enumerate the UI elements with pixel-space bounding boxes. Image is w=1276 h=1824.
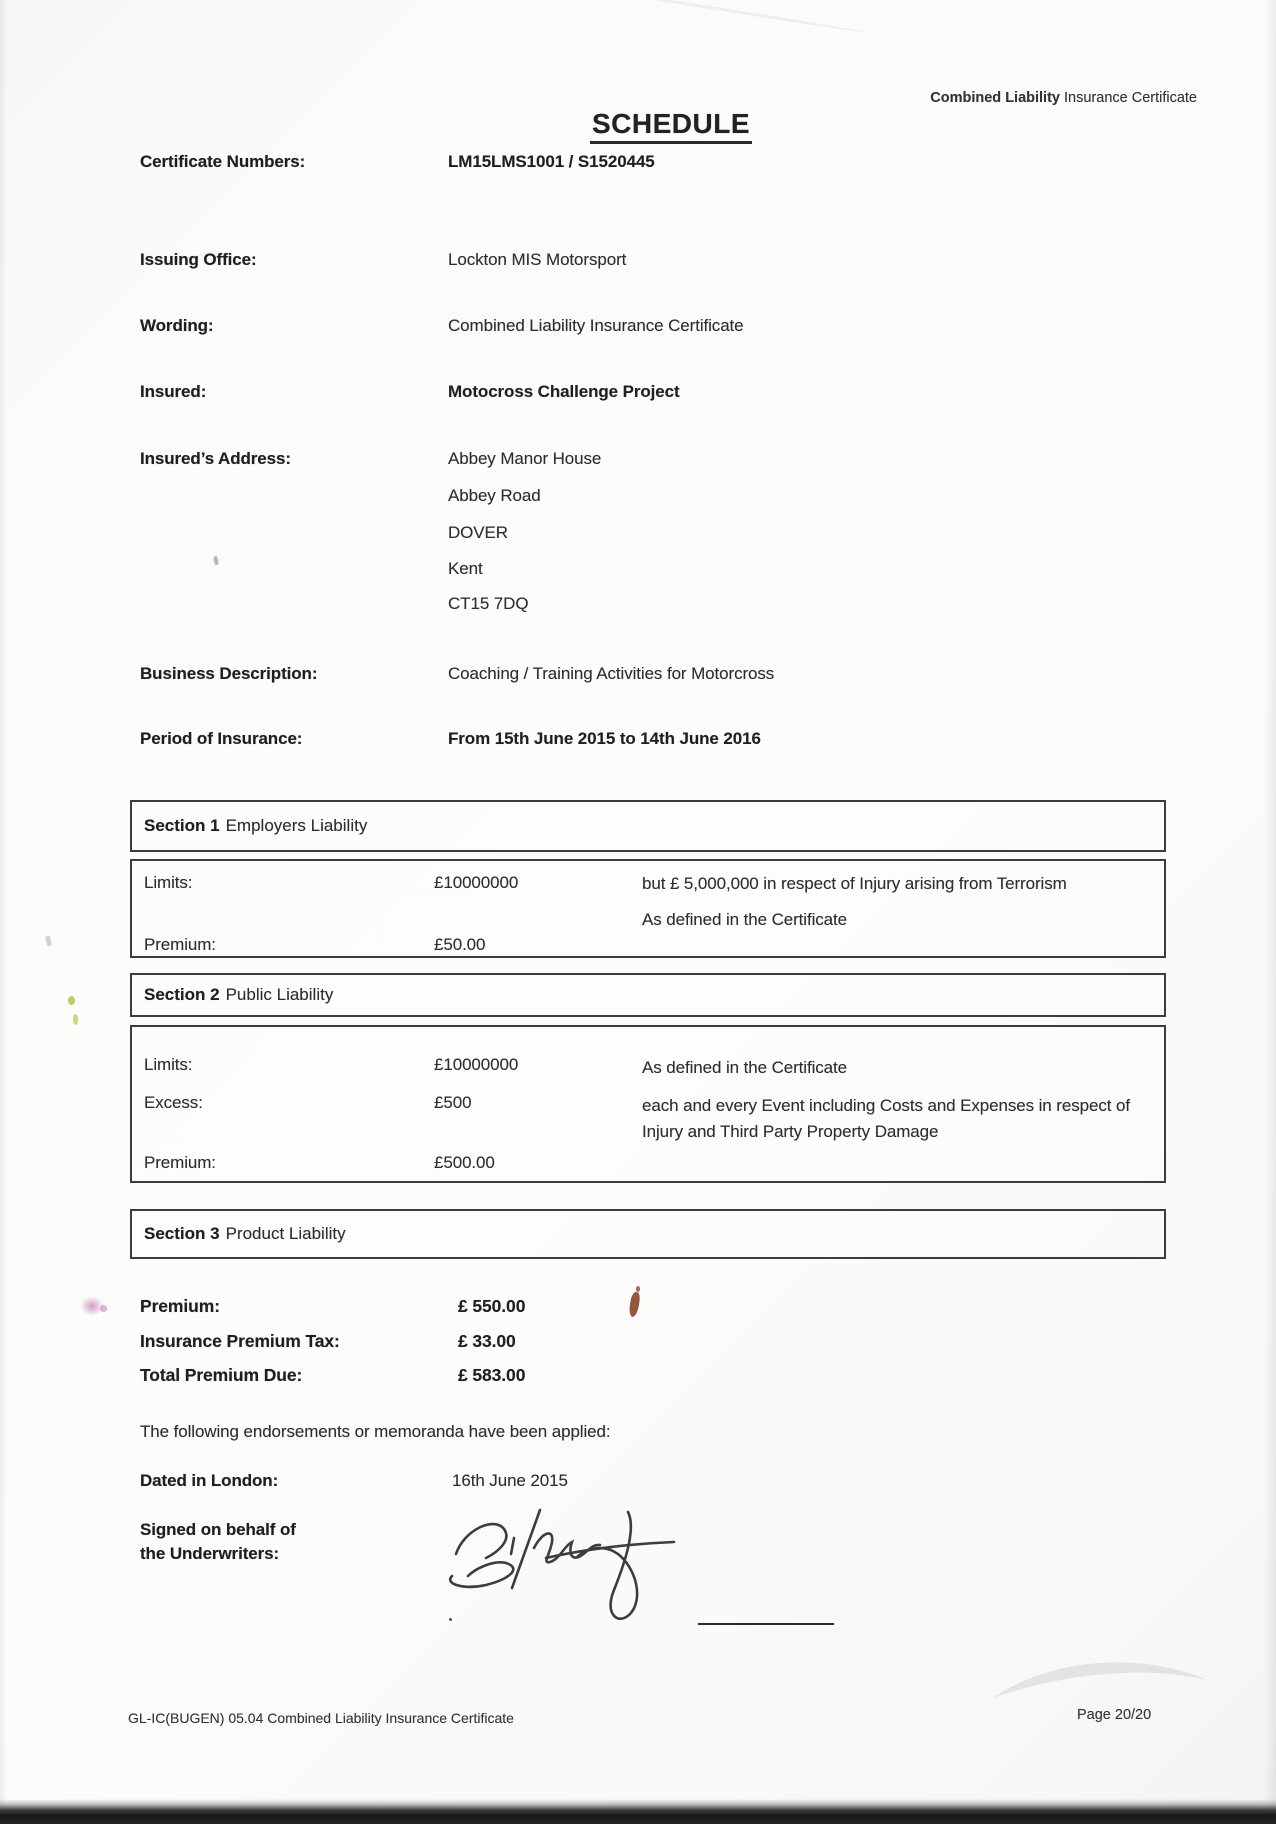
field-label-wording: Wording: <box>140 316 214 335</box>
section2-excess-value: £500 <box>434 1093 472 1112</box>
insurance-premium-tax-value: £ 33.00 <box>458 1331 516 1351</box>
corner-doc-type-note <box>930 90 1197 106</box>
section2-header-box <box>130 973 1166 1017</box>
field-value-certificate-numbers: LM15LMS1001 / S1520445 <box>448 152 655 171</box>
section1-header-box <box>130 800 1166 852</box>
signed-on-behalf-label <box>140 1518 296 1566</box>
section2-number: Section 2 <box>144 985 220 1004</box>
section2-premium-value: £500.00 <box>434 1153 495 1172</box>
field-label-business-description: Business Description: <box>140 664 318 683</box>
section2-premium-label: Premium: <box>144 1153 216 1172</box>
page-title: SCHEDULE <box>590 108 752 144</box>
field-label-certificate-numbers: Certificate Numbers: <box>140 152 306 171</box>
section1-title: Employers Liability <box>225 816 368 835</box>
total-premium-value: £ 550.00 <box>458 1296 526 1316</box>
scan-artifact <box>628 1291 640 1317</box>
scan-artifact <box>213 556 219 566</box>
footer-doc-reference: GL-IC(BUGEN) 05.04 Combined Liability Insurance Certificate <box>128 1710 514 1726</box>
section1-limits-value: £10000000 <box>434 873 519 892</box>
section2-limits-note: As defined in the Certificate <box>642 1058 847 1077</box>
section2-title: Public Liability <box>225 985 334 1004</box>
section1-premium-value: £50.00 <box>434 935 486 954</box>
field-value-business-description: Coaching / Training Activities for Motorcross <box>448 664 775 683</box>
section2-detail-box <box>130 1025 1166 1183</box>
dated-in-london-label: Dated in London: <box>140 1471 279 1490</box>
section1-detail-box <box>130 859 1166 958</box>
field-label-issuing-office: Issuing Office: <box>140 250 257 269</box>
watermark-swoosh <box>988 1648 1212 1704</box>
section3-number: Section 3 <box>144 1224 220 1243</box>
scan-bottom-edge <box>0 1799 1276 1824</box>
scan-right-edge-shadow <box>1264 0 1276 1824</box>
section1-number: Section 1 <box>144 816 220 835</box>
corner-note-rest: Insurance Certificate <box>1059 90 1197 106</box>
signature-underline <box>698 1623 834 1625</box>
address-line-1: Abbey Manor House <box>448 449 602 468</box>
signed-label-line1: Signed on behalf of <box>140 1520 296 1539</box>
total-premium-due-value: £ 583.00 <box>458 1365 526 1385</box>
section1-limits-label: Limits: <box>144 873 193 892</box>
scan-artifact <box>100 1305 107 1312</box>
section3-title: Product Liability <box>225 1224 346 1243</box>
dated-in-london-value: 16th June 2015 <box>452 1471 568 1490</box>
scan-artifact <box>73 1014 78 1025</box>
scan-left-edge-shadow <box>0 0 7 1824</box>
section2-limits-value: £10000000 <box>434 1055 519 1074</box>
address-line-3: DOVER <box>448 523 508 542</box>
insurance-premium-tax-label: Insurance Premium Tax: <box>140 1331 340 1351</box>
endorsement-note: The following endorsements or memoranda have been applied: <box>140 1422 611 1441</box>
scan-artifact <box>45 936 52 947</box>
underwriter-signature-image <box>442 1502 688 1636</box>
section1-limits-note-line2: As defined in the Certificate <box>642 910 847 929</box>
section3-header-box <box>130 1209 1166 1259</box>
field-label-insured: Insured: <box>140 382 207 401</box>
address-line-2: Abbey Road <box>448 486 541 505</box>
address-line-5: CT15 7DQ <box>448 594 529 613</box>
field-value-period-of-insurance: From 15th June 2015 to 14th June 2016 <box>448 729 761 748</box>
scan-artifact <box>68 996 75 1005</box>
scan-crease <box>601 0 868 34</box>
corner-note-bold: Combined Liability <box>930 90 1060 106</box>
field-value-issuing-office: Lockton MIS Motorsport <box>448 250 627 269</box>
section2-limits-label: Limits: <box>144 1055 193 1074</box>
title-row <box>130 108 1212 144</box>
field-value-insured: Motocross Challenge Project <box>448 382 680 401</box>
scan-artifact <box>636 1286 640 1292</box>
section1-limits-note-line1: but £ 5,000,000 in respect of Injury arising from Terrorism <box>642 874 1067 893</box>
section1-premium-label: Premium: <box>144 935 216 954</box>
total-premium-label: Premium: <box>140 1296 220 1316</box>
footer-page-number: Page 20/20 <box>1077 1707 1152 1723</box>
section2-excess-note: each and every Event including Costs and Expenses in respect of Injury and Third Party Property Damage <box>642 1096 1130 1141</box>
field-label-insured-address: Insured’s Address: <box>140 449 291 468</box>
section2-excess-label: Excess: <box>144 1093 203 1112</box>
signed-label-line2: the Underwriters: <box>140 1544 280 1563</box>
total-premium-due-label: Total Premium Due: <box>140 1365 303 1385</box>
field-label-period-of-insurance: Period of Insurance: <box>140 729 303 748</box>
scan-artifact <box>449 1618 452 1621</box>
address-line-4: Kent <box>448 559 483 578</box>
field-value-wording: Combined Liability Insurance Certificate <box>448 316 744 335</box>
